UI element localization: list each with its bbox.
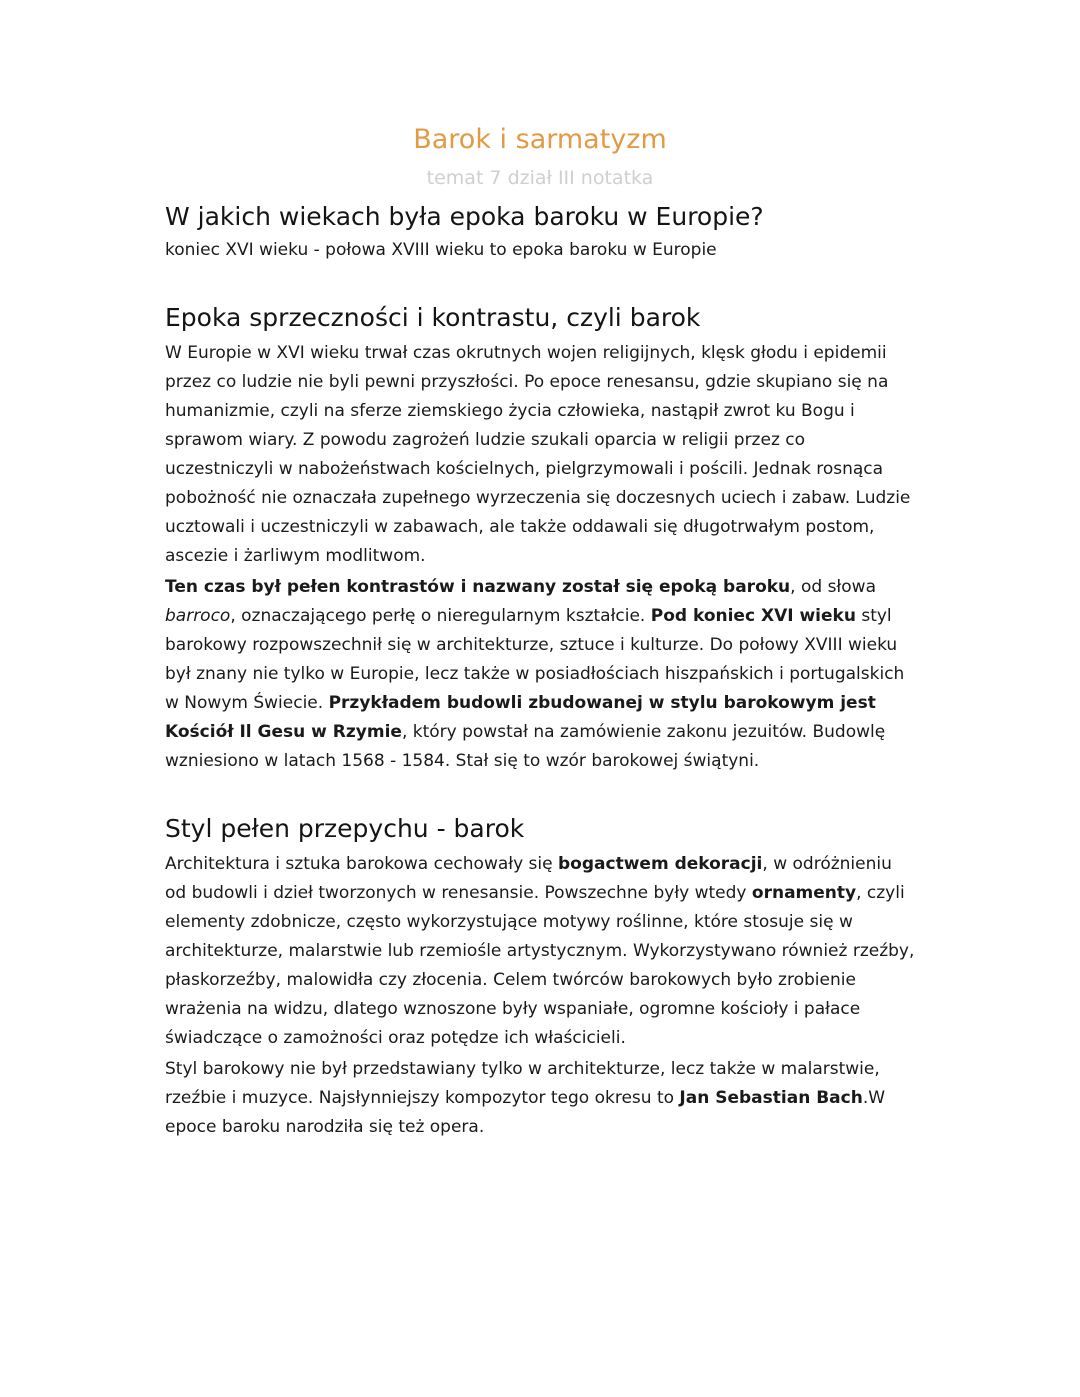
text-run: , w odróżnieniu od budowli i dzieł tworzonych w renesansie. Powszechne były wtedy: [165, 854, 892, 903]
bold-phrase: Przykładem budowli zbudowanej w stylu barokowym jest Kościół Il Gesu w Rzymie: [165, 693, 876, 742]
bold-phrase: Pod koniec XVI wieku: [650, 606, 856, 626]
section-paragraph: [165, 850, 915, 1053]
text-run: Architektura i sztuka barokowa cechowały się: [165, 854, 559, 874]
text-run: , czyli elementy zdobnicze, często wykorzystujące motywy roślinne, które stosuje się w architekturze, malarstwie lub rzemiośle artystycznym. Wykorzystywano również rzeźby, płaskorzeźby, malowidła czy złocenia. Celem twórców barokowych było zrobienie wrażenia na widzu, dlatego wznoszone były wspaniałe, ogromne kościoły i pałace świadczące o zamożności oraz potędze ich właścicieli.: [165, 883, 915, 1048]
bold-phrase: Jan Sebastian Bach: [679, 1088, 863, 1108]
document-title: Barok i sarmatyzm: [413, 124, 667, 155]
document-content: [165, 196, 915, 1142]
section-ornate-style: [165, 810, 915, 1142]
document-subtitle: temat 7 dział III notatka: [426, 167, 654, 189]
bold-phrase: Ten czas był pełen kontrastów i nazwany został się epoką baroku: [165, 577, 791, 597]
section-heading: W jakich wiekach była epoka baroku w Europie?: [165, 202, 764, 231]
text-run: styl barokowy rozpowszechnił się w architekturze, sztuce i kulturze. Do połowy XVIII wieku był znany nie tylko w Europie, lecz także w posiadłościach hiszpańskich i portugalskich w Nowym Świecie.: [165, 606, 905, 713]
section-heading: Styl pełen przepychu - barok: [165, 814, 525, 843]
bold-phrase: bogactwem dekoracji: [558, 854, 763, 874]
text-run: Styl barokowy nie był przedstawiany tylko w architekturze, lecz także w malarstwie, rzeźbie i muzyce. Najsłynniejszy kompozytor tego okresu to: [165, 1059, 880, 1108]
section-paragraph: koniec XVI wieku - połowa XVIII wieku to epoka baroku w Europie: [165, 240, 717, 260]
text-run: , od słowa: [790, 577, 876, 597]
section-heading: Epoka sprzeczności i kontrastu, czyli barok: [165, 303, 701, 332]
section-contrast: [165, 299, 915, 776]
text-run: .W epoce baroku narodziła się też opera.: [165, 1088, 886, 1137]
italic-word: barroco: [165, 606, 231, 626]
section-paragraph: [165, 573, 915, 776]
section-paragraph: [165, 1055, 915, 1142]
text-run: , oznaczającego perłę o nieregularnym kształcie.: [230, 606, 651, 626]
section-epoch-dates: [165, 198, 915, 265]
bold-phrase: ornamenty: [751, 883, 857, 903]
text-run: , który powstał na zamówienie zakonu jezuitów. Budowlę wzniesiono w latach 1568 - 1584. Stał się to wzór barokowej świątyni.: [165, 722, 886, 771]
section-paragraph: W Europie w XVI wieku trwał czas okrutnych wojen religijnych, klęsk głodu i epidemii przez co ludzie nie byli pewni przyszłości. Po epoce renesansu, gdzie skupiano się na humanizmie, czyli na sferze ziemskiego życia człowieka, nastąpił zwrot ku Bogu i sprawom wiary. Z powodu zagrożeń ludzie szukali oparcia w religii przez co uczestniczyli w nabożeństwach kościelnych, pielgrzymowali i pościli. Jednak rosnąca pobożność nie oznaczała zupełnego wyrzeczenia się doczesnych uciech i zabaw. Ludzie ucztowali i uczestniczyli w zabawach, ale także oddawali się długotrwałym postom, ascezie i żarliwym modlitwom.: [165, 343, 911, 566]
